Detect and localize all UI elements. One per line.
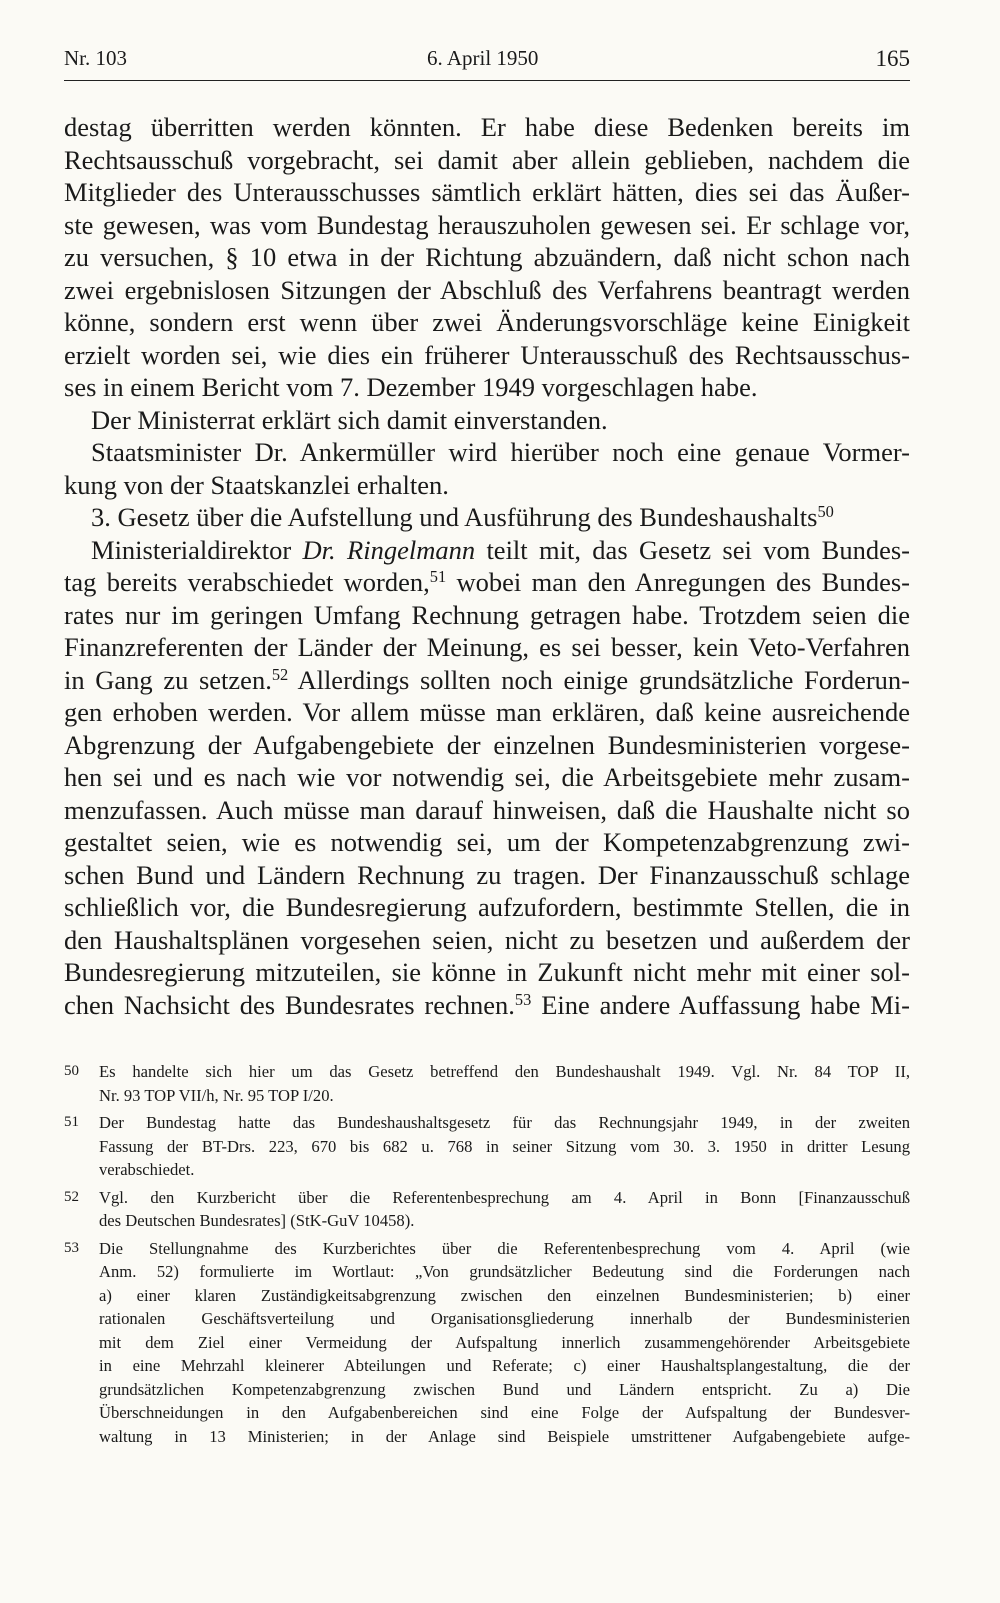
footnote-line: des Deutschen Bundesrates] (StK-GuV 10458). <box>99 1211 415 1230</box>
text-line <box>64 534 910 567</box>
footnote <box>64 1060 910 1107</box>
text-line: schließlich vor, die Bundesregierung aufzufordern, bestimmte Stellen, die in <box>64 892 910 922</box>
text-line: zu versuchen, § 10 etwa in der Richtung abzuändern, daß nicht schon nach <box>64 242 910 272</box>
footnote-line: Anm. 52) formulierte im Wortlaut: „Von grundsätzlicher Bedeutung sind die Forderungen nach <box>99 1262 910 1281</box>
text-line <box>64 664 910 697</box>
text-run: in Gang zu setzen. <box>64 664 272 695</box>
footnote-line: Nr. 93 TOP VII/h, Nr. 95 TOP I/20. <box>99 1085 334 1105</box>
footnote-ref[interactable]: 52 <box>271 664 289 684</box>
text-line: kung von der Staatskanzlei erhalten. <box>64 469 449 500</box>
paragraph <box>64 436 910 501</box>
footnote-line: in eine Mehrzahl kleinerer Abteilungen und Referate; c) einer Haushaltsplangestaltung, die der <box>99 1356 910 1375</box>
heading-text: 3. Gesetz über die Aufstellung und Ausführung des Bundeshaushalts <box>91 502 818 532</box>
footnote-number: 53 <box>64 1239 79 1256</box>
text-line: menzufassen. Auch müsse man darauf hinweisen, daß die Haushalte nicht so <box>64 794 910 825</box>
text-line: rates nur im geringen Umfang Rechnung getragen habe. Trotzdem seien die <box>64 599 910 630</box>
text-line: erzielt worden sei, wie dies ein früherer Unterausschuß des Rechtsausschus- <box>64 339 910 370</box>
text-line: Finanzreferenten der Länder der Meinung, es sei besser, kein Veto-Verfahren <box>64 632 910 662</box>
footnote-line: a) einer klaren Zuständigkeitsabgrenzung zwischen den einzelnen Bundesministerien; b) einer <box>99 1285 910 1305</box>
text-line: destag überritten werden könnten. Er habe diese Bedenken bereits im <box>64 112 910 142</box>
footnote-line: waltung in 13 Ministerien; in der Anlage sind Beispiele umstrittener Aufgabengebiete aufge- <box>99 1426 910 1446</box>
heading-line <box>64 501 910 534</box>
text-line: gen erhoben werden. Vor allem müsse man erklären, daß keine ausreichende <box>64 697 910 727</box>
text-line: ste gewesen, was vom Bundestag herauszuholen gewesen sei. Er schlage vor, <box>64 209 910 240</box>
text-run: chen Nachsicht des Bundesrates rechnen. <box>64 989 515 1020</box>
text-line: könne, sondern erst wenn über zwei Änderungsvorschläge keine Einigkeit <box>64 307 910 337</box>
text-line <box>64 566 910 599</box>
body-text <box>64 111 910 1021</box>
text-run: Eine andere Auffassung habe Mi- <box>531 989 910 1020</box>
text-run: Ministerialdirektor <box>91 534 303 565</box>
footnote-number: 50 <box>64 1063 79 1079</box>
text-line: Staatsminister Dr. Ankermüller wird hierüber noch eine genaue Vormer- <box>91 437 910 467</box>
footnote-line: Der Bundestag hatte das Bundeshaushaltsgesetz für das Rechnungsjahr 1949, in der zweiten <box>99 1113 910 1132</box>
footnote-line: Fassung der BT-Drs. 223, 670 bis 682 u. 768 in seiner Sitzung vom 30. 3. 1950 in dritter Lesung <box>99 1136 910 1156</box>
paragraph <box>64 111 910 404</box>
footnote-ref[interactable]: 50 <box>817 501 834 521</box>
footnote <box>64 1237 910 1449</box>
text-line: hen sei und es nach wie vor notwendig sei, die Arbeitsgebiete mehr zusam- <box>64 762 910 792</box>
text-line: Abgrenzung der Aufgabengebiete der einzelnen Bundesministerien vorgese- <box>64 729 910 760</box>
agenda-heading <box>64 501 910 534</box>
footnote <box>64 1111 910 1182</box>
text-line: Bundesregierung mitzuteilen, sie könne in Zukunft nicht mehr mit einer sol- <box>64 957 910 987</box>
footnote-line: grundsätzlichen Kompetenzabgrenzung zwischen Bund und Ländern entspricht. Zu a) Die <box>99 1379 910 1399</box>
text-line: Mitglieder des Unterausschusses sämtlich erklärt hätten, dies sei das Äußer- <box>64 177 910 207</box>
text-line: schen Bund und Ländern Rechnung zu tragen. Der Finanzausschuß schlage <box>64 859 910 890</box>
text-line: Rechtsausschuß vorgebracht, sei damit aber allein geblieben, nachdem die <box>64 144 910 175</box>
text-run: teilt mit, das Gesetz sei vom Bundes- <box>475 534 910 565</box>
text-line: ses in einem Bericht vom 7. Dezember 1949 vorgeschlagen habe. <box>64 372 758 402</box>
text-line: Der Ministerrat erklärt sich damit einverstanden. <box>91 404 608 435</box>
text-run: tag bereits verabschiedet worden, <box>64 567 430 597</box>
footnote-line: Überschneidungen in den Aufgabenbereichen sind eine Folge der Aufspaltung der Bundesver- <box>99 1403 910 1422</box>
footnote <box>64 1186 910 1233</box>
document-number: Nr. 103 <box>64 46 127 70</box>
text-line: gestaltet seien, wie es notwendig sei, um der Kompetenzabgrenzung zwi- <box>64 827 910 857</box>
footnote-line: mit dem Ziel einer Vermeidung der Aufspaltung innerlich zusammengehörender Arbeitsgebiete <box>99 1332 910 1352</box>
footnotes <box>64 1060 910 1452</box>
text-line <box>64 989 910 1022</box>
header-rule <box>64 80 910 81</box>
text-run: Allerdings sollten noch einige grundsätzliche Forderun- <box>288 664 910 695</box>
footnote-line: Vgl. den Kurzbericht über die Referentenbesprechung am 4. April in Bonn [Finanzausschuß <box>99 1187 910 1207</box>
footnote-number: 52 <box>64 1188 79 1205</box>
footnote-ref[interactable]: 51 <box>429 566 447 586</box>
page-number: 165 <box>875 46 910 71</box>
paragraph <box>64 534 910 1022</box>
footnote-ref[interactable]: 53 <box>514 989 532 1009</box>
speaker-name: Dr. Ringelmann <box>302 534 476 565</box>
footnote-line: Es handelte sich hier um das Gesetz betreffend den Bundeshaushalt 1949. Vgl. Nr. 84 TOP II, <box>99 1062 910 1081</box>
text-line: zwei ergebnislosen Sitzungen der Abschluß des Verfahrens beantragt werden <box>64 274 910 305</box>
footnote-line: verabschiedet. <box>99 1160 195 1179</box>
header-date: 6. April 1950 <box>427 46 539 70</box>
text-line: den Haushaltsplänen vorgesehen seien, nicht zu besetzen und außerdem der <box>64 924 910 955</box>
footnote-line: Die Stellungnahme des Kurzberichtes über die Referentenbesprechung vom 4. April (wie <box>99 1238 910 1258</box>
running-header <box>64 46 910 76</box>
footnote-line: rationalen Geschäftsverteilung und Organisationsgliederung innerhalb der Bundesministerien <box>99 1309 910 1328</box>
text-run: wobei man den Anregungen des Bundes- <box>446 567 910 597</box>
paragraph <box>64 404 910 437</box>
footnote-number: 51 <box>64 1114 79 1130</box>
